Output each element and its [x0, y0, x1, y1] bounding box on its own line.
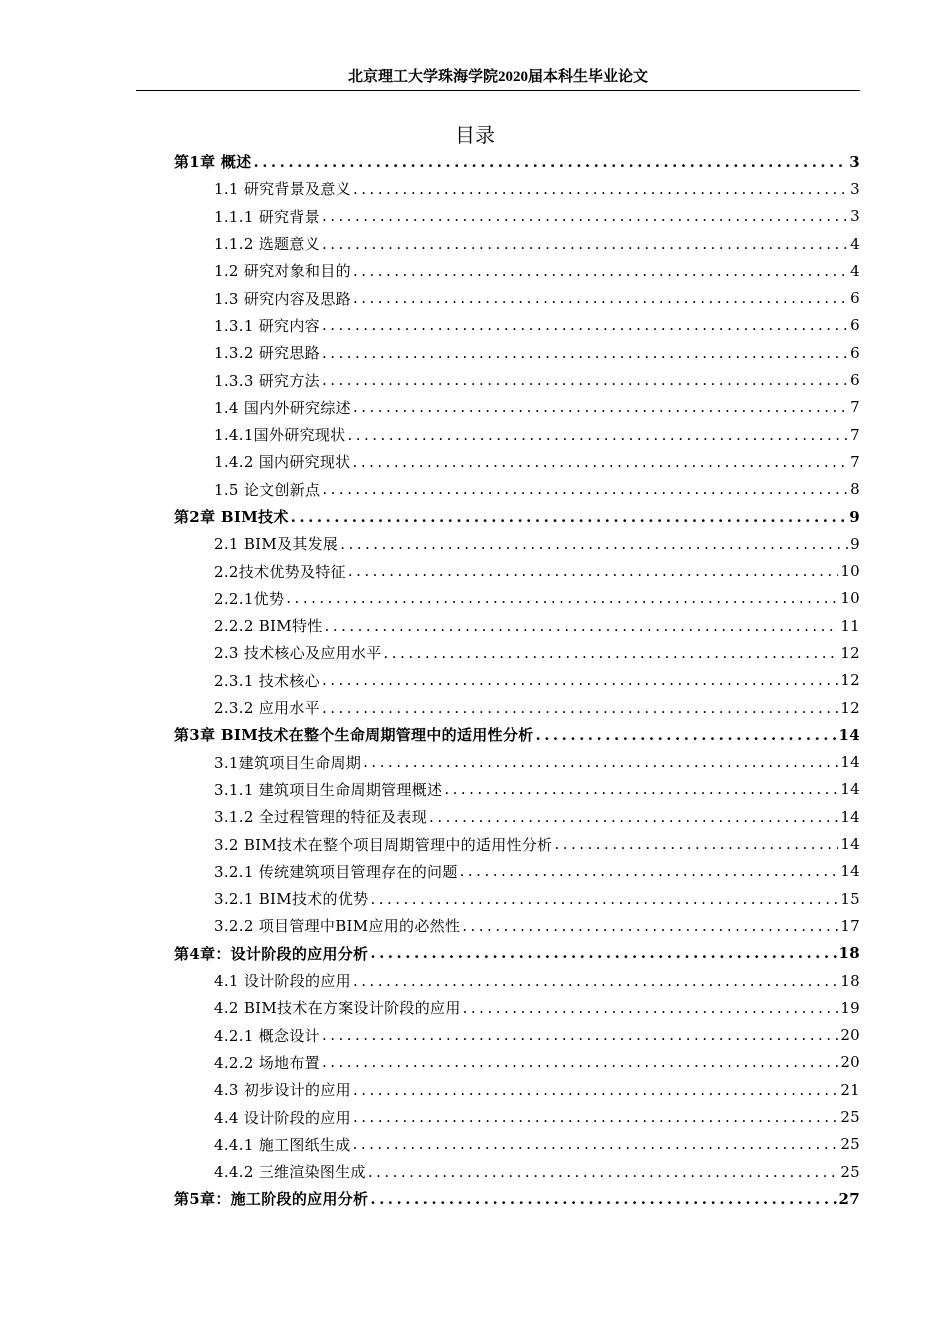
- toc-section-entry[interactable]: [0, 1076, 950, 1103]
- toc-section-entry[interactable]: [0, 830, 950, 857]
- toc-dot-leader: [322, 235, 848, 253]
- toc-entry-page-number: 27: [838, 1189, 860, 1208]
- toc-entry-page-number: 6: [850, 371, 860, 390]
- toc-entry-page-number: 18: [838, 944, 860, 963]
- toc-entry-label: 2.3.1 技术核心: [214, 671, 320, 690]
- toc-section-entry[interactable]: [0, 912, 950, 939]
- toc-entry-page-number: 9: [850, 534, 860, 553]
- toc-entry-page-number: 25: [840, 1108, 860, 1127]
- toc-title: 目录: [455, 123, 495, 147]
- toc-section-entry[interactable]: [0, 366, 950, 393]
- toc-dot-leader: [460, 862, 839, 880]
- toc-entry-label: 3.2.1 传统建筑项目管理存在的问题: [214, 862, 458, 881]
- toc-section-entry[interactable]: [0, 694, 950, 721]
- toc-entry-label: 4.3 初步设计的应用: [214, 1081, 351, 1100]
- toc-entry-label: 4.4 设计阶段的应用: [214, 1108, 351, 1127]
- toc-entry-label: 4.4.2 三维渲染图生成: [214, 1163, 366, 1182]
- toc-entry-page-number: 6: [850, 289, 860, 308]
- toc-dot-leader: [322, 1026, 838, 1044]
- toc-dot-leader: [444, 780, 838, 798]
- toc-entry-page-number: 4: [850, 261, 860, 280]
- toc-dot-leader: [353, 289, 848, 307]
- toc-entry-label: 3.2.1 BIM技术的优势: [214, 890, 369, 909]
- toc-section-entry[interactable]: [0, 284, 950, 311]
- toc-entry-page-number: 25: [840, 1135, 860, 1154]
- toc-section-entry[interactable]: [0, 1049, 950, 1076]
- toc-entry-page-number: 10: [840, 589, 860, 608]
- toc-entry-page-number: 8: [850, 480, 860, 499]
- toc-section-entry[interactable]: [0, 1131, 950, 1158]
- toc-dot-leader: [322, 344, 848, 362]
- toc-dot-leader: [322, 371, 848, 389]
- toc-entry-label: 4.4.1 施工图纸生成: [214, 1135, 351, 1154]
- toc-section-entry[interactable]: [0, 639, 950, 666]
- toc-section-entry[interactable]: [0, 339, 950, 366]
- toc-chapter-entry[interactable]: [0, 940, 950, 967]
- toc-entry-label: 1.4.2 国内研究现状: [214, 453, 351, 472]
- toc-section-entry[interactable]: [0, 858, 950, 885]
- toc-section-entry[interactable]: [0, 448, 950, 475]
- toc-section-entry[interactable]: [0, 175, 950, 202]
- toc-section-entry[interactable]: [0, 585, 950, 612]
- toc-entry-page-number: 9: [849, 507, 860, 526]
- toc-entry-page-number: 12: [840, 671, 860, 690]
- toc-entry-label: 4.1 设计阶段的应用: [214, 972, 351, 991]
- toc-entry-page-number: 20: [840, 1026, 860, 1045]
- toc-entry-label: 1.3.3 研究方法: [214, 371, 320, 390]
- toc-entry-page-number: 17: [840, 916, 860, 935]
- header-rule: [136, 90, 860, 91]
- toc-entry-page-number: 20: [840, 1053, 860, 1072]
- toc-entry-label: 1.3.2 研究思路: [214, 344, 320, 363]
- toc-entry-label: 2.2.2 BIM特性: [214, 617, 323, 636]
- toc-dot-leader: [253, 153, 847, 171]
- toc-entry-label: 1.1 研究背景及意义: [214, 180, 351, 199]
- toc-entry-label: 第5章：施工阶段的应用分析: [174, 1190, 369, 1209]
- toc-entry-page-number: 14: [840, 753, 860, 772]
- toc-entry-label: 2.2技术优势及特征: [214, 562, 346, 581]
- toc-entry-page-number: 11: [840, 616, 860, 635]
- toc-section-entry[interactable]: [0, 667, 950, 694]
- toc-entry-page-number: 7: [850, 398, 860, 417]
- toc-dot-leader: [370, 1190, 836, 1208]
- toc-section-entry[interactable]: [0, 776, 950, 803]
- toc-chapter-entry[interactable]: [0, 721, 950, 748]
- toc-section-entry[interactable]: [0, 421, 950, 448]
- toc-entry-label: 2.2.1优势: [214, 589, 285, 608]
- toc-entry-page-number: 6: [850, 316, 860, 335]
- toc-dot-leader: [535, 726, 836, 744]
- toc-entry-page-number: 3: [850, 207, 860, 226]
- toc-entry-label: 4.2 BIM技术在方案设计阶段的应用: [214, 999, 461, 1018]
- toc-dot-leader: [368, 1163, 838, 1181]
- toc-entry-label: 3.1.1 建筑项目生命周期管理概述: [214, 780, 443, 799]
- toc-dot-leader: [322, 207, 848, 225]
- toc-entry-page-number: 15: [840, 889, 860, 908]
- toc-entry-page-number: 12: [840, 698, 860, 717]
- toc-entry-page-number: 10: [840, 562, 860, 581]
- toc-chapter-entry[interactable]: [0, 148, 950, 175]
- toc-entry-label: 4.2.2 场地布置: [214, 1053, 320, 1072]
- toc-dot-leader: [353, 1135, 839, 1153]
- toc-entry-page-number: 14: [840, 835, 860, 854]
- toc-dot-leader: [322, 699, 838, 717]
- toc-entry-page-number: 21: [840, 1080, 860, 1099]
- toc-section-entry[interactable]: [0, 1158, 950, 1185]
- toc-dot-leader: [554, 835, 838, 853]
- toc-dot-leader: [370, 944, 836, 962]
- toc-entry-page-number: 25: [840, 1162, 860, 1181]
- toc-entry-label: 1.1.2 选题意义: [214, 235, 320, 254]
- toc-entry-label: 2.3 技术核心及应用水平: [214, 644, 382, 663]
- toc-dot-leader: [348, 562, 838, 580]
- toc-dot-leader: [322, 316, 848, 334]
- toc-dot-leader: [353, 1108, 838, 1126]
- toc-entry-label: 1.1.1 研究背景: [214, 207, 320, 226]
- toc-entry-page-number: 3: [849, 152, 860, 171]
- toc-section-entry[interactable]: [0, 1022, 950, 1049]
- toc-section-entry[interactable]: [0, 803, 950, 830]
- toc-section-entry[interactable]: [0, 312, 950, 339]
- toc-dot-leader: [322, 1053, 838, 1071]
- toc-entry-page-number: 6: [850, 343, 860, 362]
- toc-section-entry[interactable]: [0, 257, 950, 284]
- toc-section-entry[interactable]: [0, 530, 950, 557]
- toc-entry-page-number: 14: [840, 780, 860, 799]
- toc-entry-page-number: 14: [838, 725, 860, 744]
- toc-section-entry[interactable]: [0, 967, 950, 994]
- toc-entry-page-number: 4: [850, 234, 860, 253]
- toc-entry-label: 第3章 BIM技术在整个生命周期管理中的适用性分析: [174, 726, 534, 745]
- toc-entry-label: 1.3 研究内容及思路: [214, 289, 351, 308]
- toc-entry-label: 2.3.2 应用水平: [214, 699, 320, 718]
- toc-entry-label: 3.1.2 全过程管理的特征及表现: [214, 808, 428, 827]
- toc-entry-page-number: 7: [850, 452, 860, 471]
- toc-entry-label: 3.2.2 项目管理中BIM应用的必然性: [214, 917, 461, 936]
- table-of-contents: [0, 148, 950, 1213]
- toc-section-entry[interactable]: [0, 476, 950, 503]
- toc-chapter-entry[interactable]: [0, 503, 950, 530]
- toc-section-entry[interactable]: [0, 749, 950, 776]
- toc-entry-label: 1.5 论文创新点: [214, 480, 321, 499]
- toc-dot-leader: [353, 972, 838, 990]
- toc-dot-leader: [325, 617, 839, 635]
- page-header: 北京理工大学珠海学院2020届本科生毕业论文: [347, 69, 648, 85]
- toc-entry-page-number: 14: [840, 862, 860, 881]
- toc-entry-page-number: 18: [840, 971, 860, 990]
- toc-section-entry[interactable]: [0, 394, 950, 421]
- toc-entry-page-number: 3: [850, 179, 860, 198]
- toc-entry-page-number: 14: [840, 807, 860, 826]
- toc-section-entry[interactable]: [0, 612, 950, 639]
- toc-section-entry[interactable]: [0, 230, 950, 257]
- toc-dot-leader: [363, 753, 838, 771]
- toc-entry-label: 2.1 BIM及其发展: [214, 535, 339, 554]
- toc-entry-label: 1.3.1 研究内容: [214, 316, 320, 335]
- toc-section-entry[interactable]: [0, 557, 950, 584]
- toc-entry-label: 第1章 概述: [174, 153, 252, 172]
- toc-dot-leader: [291, 508, 848, 526]
- toc-entry-page-number: 12: [840, 643, 860, 662]
- toc-dot-leader: [463, 999, 839, 1017]
- toc-dot-leader: [353, 1081, 838, 1099]
- toc-entry-label: 1.4.1国外研究现状: [214, 426, 346, 445]
- toc-entry-label: 1.2 研究对象和目的: [214, 262, 351, 281]
- toc-entry-label: 4.2.1 概念设计: [214, 1026, 320, 1045]
- toc-dot-leader: [286, 589, 838, 607]
- toc-dot-leader: [462, 917, 838, 935]
- toc-dot-leader: [353, 453, 849, 471]
- toc-entry-page-number: 19: [840, 998, 860, 1017]
- toc-dot-leader: [353, 398, 848, 416]
- toc-dot-leader: [353, 180, 848, 198]
- toc-entry-label: 1.4 国内外研究综述: [214, 398, 351, 417]
- toc-dot-leader: [347, 426, 848, 444]
- toc-section-entry[interactable]: [0, 994, 950, 1021]
- toc-entry-label: 第4章：设计阶段的应用分析: [174, 944, 369, 963]
- toc-dot-leader: [384, 644, 839, 662]
- toc-entry-label: 3.2 BIM技术在整个项目周期管理中的适用性分析: [214, 835, 553, 854]
- toc-section-entry[interactable]: [0, 203, 950, 230]
- toc-dot-leader: [322, 671, 838, 689]
- toc-entry-label: 3.1建筑项目生命周期: [214, 753, 362, 772]
- toc-section-entry[interactable]: [0, 885, 950, 912]
- toc-dot-leader: [322, 480, 848, 498]
- toc-section-entry[interactable]: [0, 1103, 950, 1130]
- toc-dot-leader: [429, 808, 838, 826]
- toc-dot-leader: [370, 890, 838, 908]
- toc-dot-leader: [353, 262, 848, 280]
- toc-chapter-entry[interactable]: [0, 1185, 950, 1212]
- toc-entry-label: 第2章 BIM技术: [174, 508, 289, 526]
- toc-dot-leader: [340, 535, 848, 553]
- toc-entry-page-number: 7: [850, 425, 860, 444]
